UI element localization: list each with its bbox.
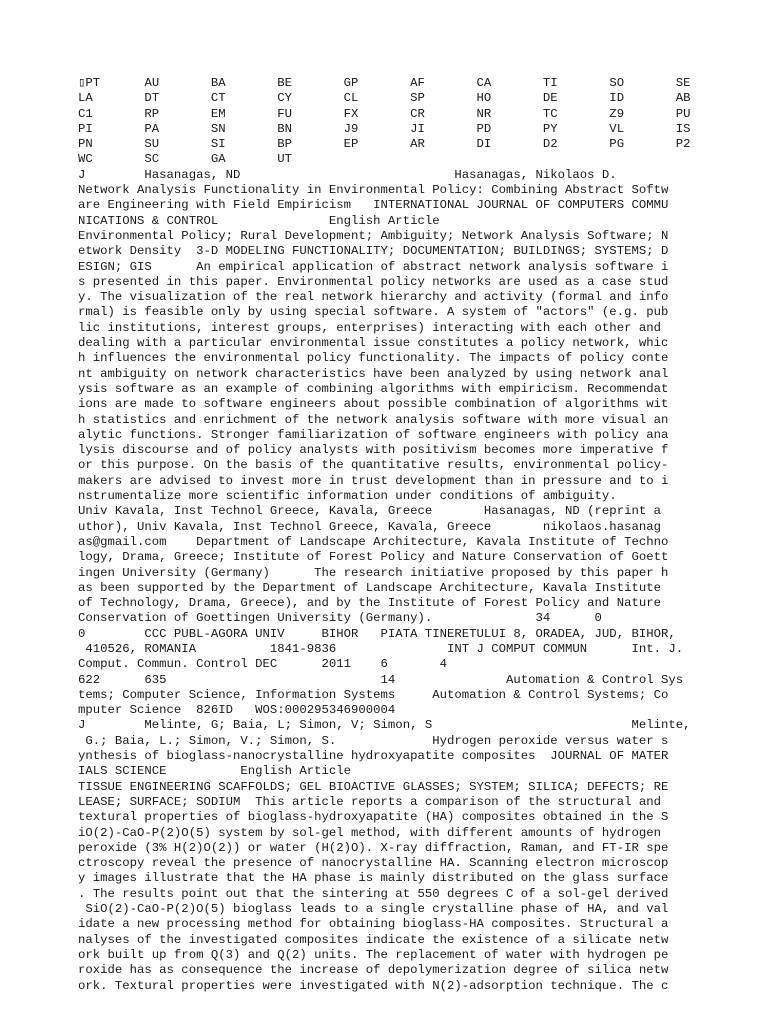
text-line: lysis discourse and of policy analysts with positivism becomes more imperative f	[78, 443, 669, 458]
text-line: ions are made to software engineers about possible combination of algorithms wit	[78, 397, 669, 412]
text-line: roxide has as consequence the increase of depolymerization degree of silica netw	[78, 963, 669, 978]
text-line: Conservation of Goettingen University (Germany). 34 0	[78, 611, 602, 626]
text-line: ysis software as an example of combining algorithms with empiricism. Recommendat	[78, 381, 669, 396]
text-line: C1 RP EM FU FX CR NR TC Z9 PU	[78, 106, 691, 121]
text-line: rmal) is feasible only by using special software. A system of "actors" (e.g. pub	[78, 305, 669, 320]
text-line: ▯PT AU BA BE GP AF CA TI SO SE	[78, 76, 691, 90]
text-line: nalyses of the investigated composites indicate the existence of a silicate netw	[78, 932, 669, 947]
text-line: IALS SCIENCE English Article	[78, 764, 352, 779]
text-line: PN SU SI BP EP AR DI D2 PG P2	[78, 137, 691, 152]
text-line: are Engineering with Field Empiricism INTERNATIONAL JOURNAL OF COMPUTERS COMMU	[78, 198, 669, 213]
document-page	[78, 76, 768, 994]
text-line: ork. Textural properties were investigated with N(2)-adsorption technique. The c	[78, 978, 669, 993]
text-line: Environmental Policy; Rural Development; Ambiguity; Network Analysis Software; N	[78, 228, 669, 243]
text-line: 0 CCC PUBL-AGORA UNIV BIHOR PIATA TINERETULUI 8, ORADEA, JUD, BIHOR,	[78, 626, 676, 641]
text-line: ork built up from Q(3) and Q(2) units. The replacement of water with hydrogen pe	[78, 947, 669, 962]
text-line: iO(2)-CaO-P(2)O(5) system by sol-gel method, with different amounts of hydrogen	[78, 825, 661, 840]
text-line: Network Analysis Functionality in Environmental Policy: Combining Abstract Softw	[78, 183, 669, 198]
text-line: NICATIONS & CONTROL English Article	[78, 213, 440, 228]
text-line: dealing with a particular environmental issue constitutes a policy network, whic	[78, 336, 669, 351]
text-line: PI PA SN BN J9 JI PD PY VL IS	[78, 121, 691, 136]
text-line: 410526, ROMANIA 1841-9836 INT J COMPUT COMMUN Int. J.	[78, 641, 684, 656]
text-line: J Hasanagas, ND Hasanagas, Nikolaos D.	[78, 167, 617, 182]
text-line: of Technology, Drama, Greece), and by the Institute of Forest Policy and Nature	[78, 596, 661, 611]
text-line: lic institutions, interest groups, enterprises) interacting with each other and	[78, 320, 661, 335]
text-line: mputer Science 826ID WOS:000295346900004	[78, 703, 396, 718]
text-line: Univ Kavala, Inst Technol Greece, Kavala, Greece Hasanagas, ND (reprint a	[78, 504, 661, 519]
text-line: textural properties of bioglass-hydroxyapatite (HA) composites obtained in the S	[78, 810, 669, 825]
text-line: G.; Baia, L.; Simon, V.; Simon, S. Hydrogen peroxide versus water s	[78, 733, 669, 748]
text-line: s presented in this paper. Environmental policy networks are used as a case stud	[78, 274, 669, 289]
text-line: as been supported by the Department of Landscape Architecture, Kavala Institute	[78, 580, 661, 595]
text-line: peroxide (3% H(2)O(2)) or water (H(2)O). X-ray diffraction, Raman, and FT-IR spe	[78, 840, 669, 855]
text-line: 622 635 14 Automation & Control Sys	[78, 672, 684, 687]
text-line: y images illustrate that the HA phase is mainly distributed on the glass surface	[78, 871, 669, 886]
text-line: nt ambiguity on network characteristics have been analyzed by using network anal	[78, 366, 669, 381]
text-line: WC SC GA UT	[78, 152, 293, 167]
text-line: or this purpose. On the basis of the quantitative results, environmental policy-	[78, 458, 669, 473]
text-line: J Melinte, G; Baia, L; Simon, V; Simon, S Melinte,	[78, 718, 691, 733]
text-line: nstrumentalize more scientific information under conditions of ambiguity.	[78, 489, 617, 504]
text-line: logy, Drama, Greece; Institute of Forest Policy and Nature Conservation of Goett	[78, 550, 669, 565]
text-line: ESIGN; GIS An empirical application of abstract network analysis software i	[78, 259, 669, 274]
text-line: LA DT CT CY CL SP HO DE ID AB	[78, 91, 691, 106]
text-line: as@gmail.com Department of Landscape Architecture, Kavala Institute of Techno	[78, 534, 669, 549]
text-line: tems; Computer Science, Information Systems Automation & Control Systems; Co	[78, 687, 669, 702]
text-line: ingen University (Germany) The research initiative proposed by this paper h	[78, 565, 669, 580]
text-line: ctroscopy reveal the presence of nanocrystalline HA. Scanning electron microscop	[78, 856, 669, 871]
text-line: TISSUE ENGINEERING SCAFFOLDS; GEL BIOACTIVE GLASSES; SYSTEM; SILICA; DEFECTS; RE	[78, 779, 669, 794]
text-line: uthor), Univ Kavala, Inst Technol Greece, Kavala, Greece nikolaos.hasanag	[78, 519, 661, 534]
text-line: ynthesis of bioglass-nanocrystalline hydroxyapatite composites JOURNAL OF MATER	[78, 749, 669, 764]
text-line: etwork Density 3-D MODELING FUNCTIONALITY; DOCUMENTATION; BUILDINGS; SYSTEMS; D	[78, 244, 669, 259]
text-line: alytic functions. Stronger familiarization of software engineers with policy ana	[78, 427, 669, 442]
text-line: h influences the environmental policy functionality. The impacts of policy conte	[78, 351, 669, 366]
text-line: LEASE; SURFACE; SODIUM This article reports a comparison of the structural and	[78, 794, 661, 809]
text-line: h statistics and enrichment of the network analysis software with more visual an	[78, 412, 669, 427]
text-line: idate a new processing method for obtaining bioglass-HA composites. Structural a	[78, 917, 669, 932]
text-line: y. The visualization of the real network hierarchy and activity (formal and info	[78, 290, 669, 305]
text-line: makers are advised to invest more in trust development than in pressure and to i	[78, 473, 669, 488]
text-line: Comput. Commun. Control DEC 2011 6 4	[78, 657, 447, 672]
text-line: SiO(2)-CaO-P(2)O(5) bioglass leads to a single crystalline phase of HA, and val	[78, 902, 669, 917]
text-line: . The results point out that the sintering at 550 degrees C of a sol-gel derived	[78, 886, 669, 901]
